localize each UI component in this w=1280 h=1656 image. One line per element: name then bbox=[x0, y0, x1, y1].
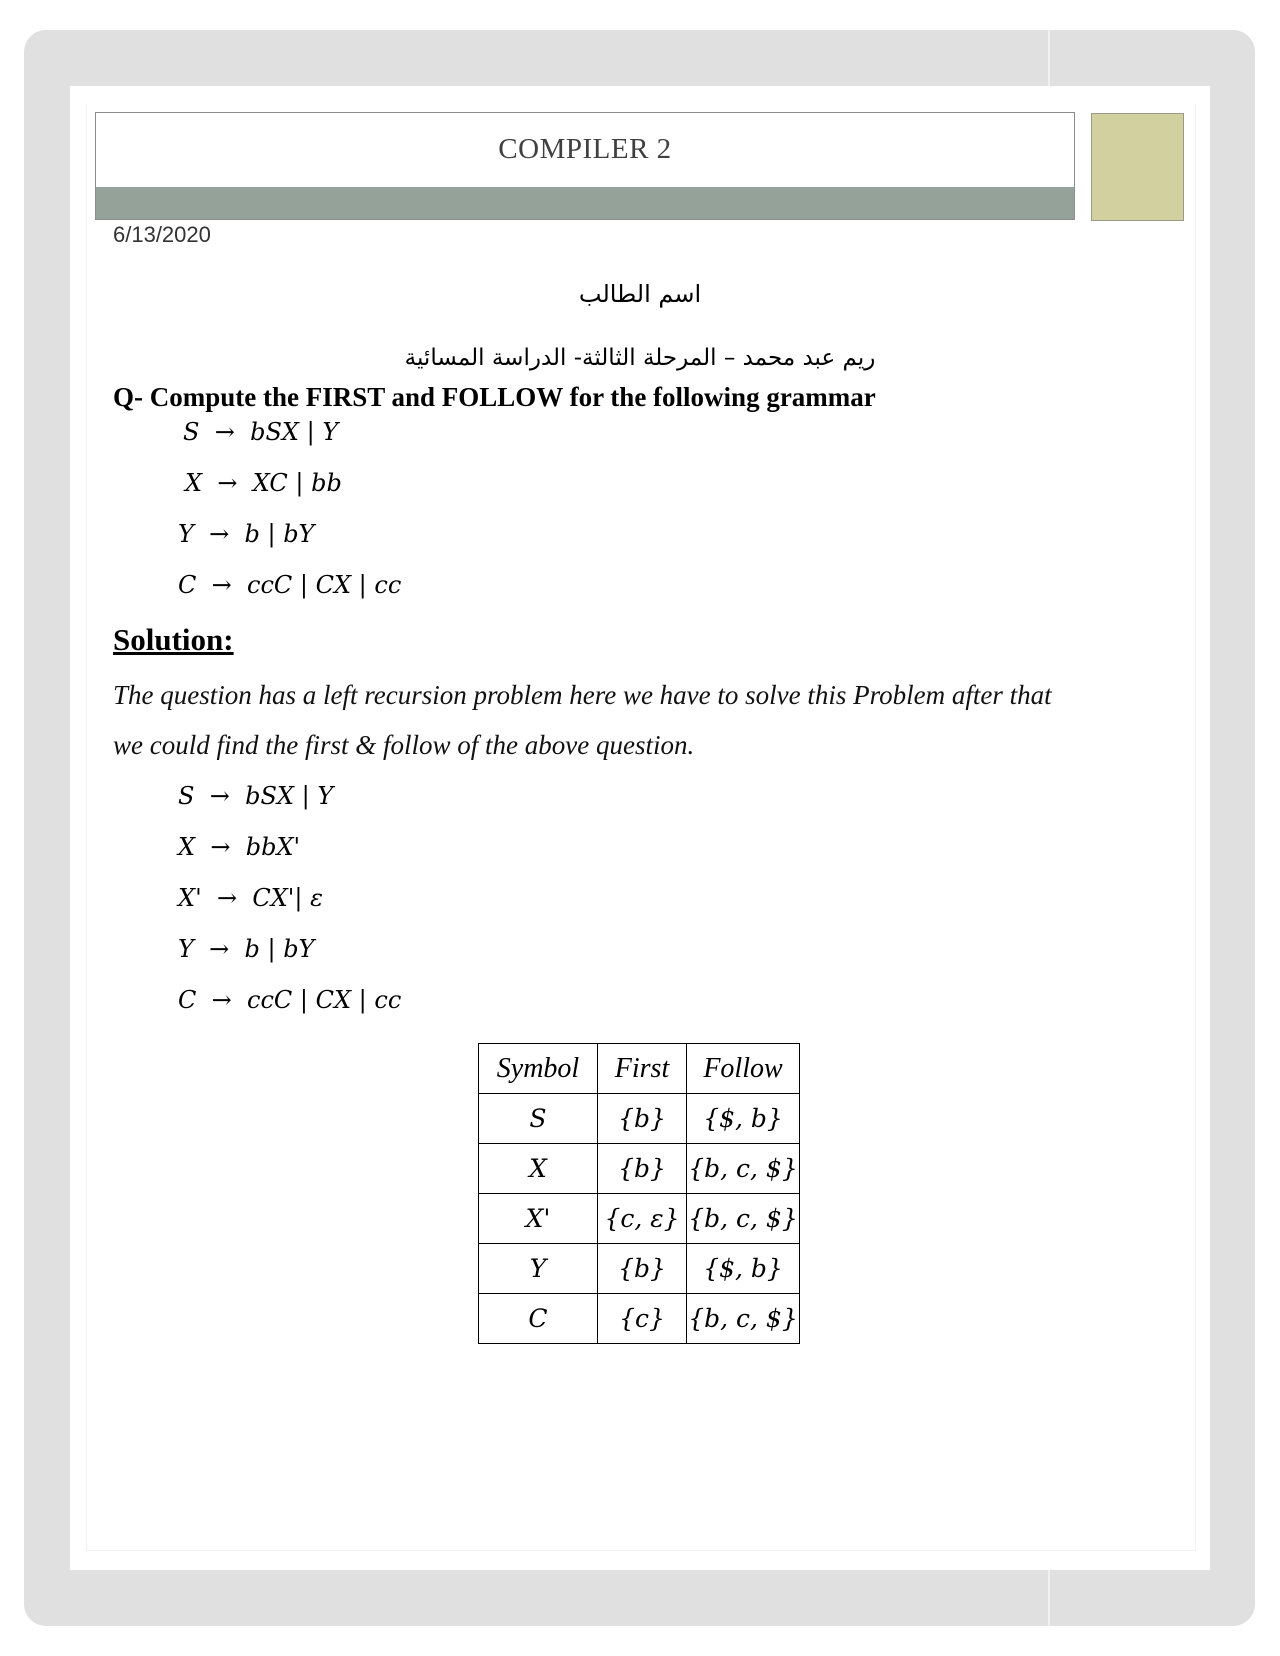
arrow-symbol: → bbox=[209, 782, 230, 810]
symbol-cell: Y bbox=[479, 1244, 598, 1294]
rule-rhs: ccC | CX | cc bbox=[247, 571, 402, 599]
rule-rhs: b | bY bbox=[244, 935, 315, 963]
rule-lhs: Y bbox=[178, 935, 194, 963]
revised-grammar-rule bbox=[178, 935, 314, 963]
rule-lhs: X' bbox=[178, 884, 202, 912]
explanation-line: The question has a left recursion problem here we have to solve this Problem after that bbox=[113, 680, 1052, 710]
follow-cell: {b, c, $} bbox=[687, 1294, 800, 1344]
rule-lhs: X bbox=[178, 833, 196, 861]
arrow-symbol: → bbox=[211, 986, 232, 1014]
revised-grammar-rule bbox=[178, 884, 323, 912]
arrow-symbol: → bbox=[209, 520, 230, 548]
follow-cell: {$, b} bbox=[687, 1094, 800, 1144]
arrow-symbol: → bbox=[214, 418, 235, 446]
rule-rhs: CX'| ε bbox=[252, 884, 323, 912]
first-cell: {b} bbox=[598, 1144, 687, 1194]
follow-cell: {b, c, $} bbox=[687, 1144, 800, 1194]
table-row bbox=[479, 1094, 800, 1144]
rule-rhs: bbX' bbox=[245, 833, 301, 861]
column-header: First bbox=[598, 1044, 687, 1094]
table-row bbox=[479, 1244, 800, 1294]
arrow-symbol: → bbox=[217, 469, 238, 497]
first-cell: {b} bbox=[598, 1094, 687, 1144]
rule-rhs: ccC | CX | cc bbox=[247, 986, 402, 1014]
first-cell: {b} bbox=[598, 1244, 687, 1294]
table-row bbox=[479, 1194, 800, 1244]
arrow-symbol: → bbox=[216, 884, 238, 912]
column-header: Follow bbox=[687, 1044, 800, 1094]
page-title: COMPILER 2 bbox=[498, 133, 672, 165]
revised-grammar-rule bbox=[178, 782, 333, 810]
rule-rhs: bSX | Y bbox=[250, 418, 339, 446]
symbol-cell: C bbox=[479, 1294, 598, 1344]
rule-lhs: S bbox=[178, 782, 195, 810]
symbol-cell: X' bbox=[479, 1194, 598, 1244]
follow-cell: {b, c, $} bbox=[687, 1194, 800, 1244]
rule-lhs: X bbox=[185, 469, 203, 497]
first-follow-table bbox=[478, 1043, 800, 1344]
student-label: اسم الطالب bbox=[578, 280, 702, 308]
follow-cell: {$, b} bbox=[687, 1244, 800, 1294]
rule-lhs: Y bbox=[178, 520, 194, 548]
rule-rhs: bSX | Y bbox=[245, 782, 334, 810]
title-box bbox=[95, 112, 1075, 220]
grammar-rule bbox=[183, 418, 338, 446]
grammar-rule bbox=[185, 469, 342, 497]
arrow-symbol: → bbox=[210, 833, 231, 861]
rule-lhs: S bbox=[183, 418, 200, 446]
table-header-row bbox=[479, 1044, 800, 1094]
first-cell: {c, ε} bbox=[598, 1194, 687, 1244]
solution-heading: Solution: bbox=[113, 622, 234, 657]
accent-square bbox=[1091, 113, 1184, 221]
arrow-symbol: → bbox=[209, 935, 230, 963]
symbol-cell: S bbox=[479, 1094, 598, 1144]
revised-grammar-rule bbox=[178, 833, 300, 861]
rule-rhs: b | bY bbox=[244, 520, 315, 548]
grammar-rule bbox=[178, 571, 401, 599]
rule-lhs: C bbox=[178, 986, 197, 1014]
arrow-symbol: → bbox=[211, 571, 232, 599]
revised-grammar-rule bbox=[178, 986, 401, 1014]
rule-lhs: C bbox=[178, 571, 197, 599]
student-name-line: ريم عبد محمد – المرحلة الثالثة- الدراسة المسائية bbox=[404, 345, 876, 371]
rule-rhs: XC | bb bbox=[252, 469, 342, 497]
date-label: 6/13/2020 bbox=[113, 222, 211, 247]
first-cell: {c} bbox=[598, 1294, 687, 1344]
question-text: Q- Compute the FIRST and FOLLOW for the following grammar bbox=[113, 382, 876, 412]
explanation-line: we could find the first & follow of the above question. bbox=[113, 730, 695, 760]
column-header: Symbol bbox=[479, 1044, 598, 1094]
table-row bbox=[479, 1294, 800, 1344]
table-row bbox=[479, 1144, 800, 1194]
symbol-cell: X bbox=[479, 1144, 598, 1194]
title-bar-decoration bbox=[96, 187, 1074, 219]
grammar-rule bbox=[178, 520, 314, 548]
